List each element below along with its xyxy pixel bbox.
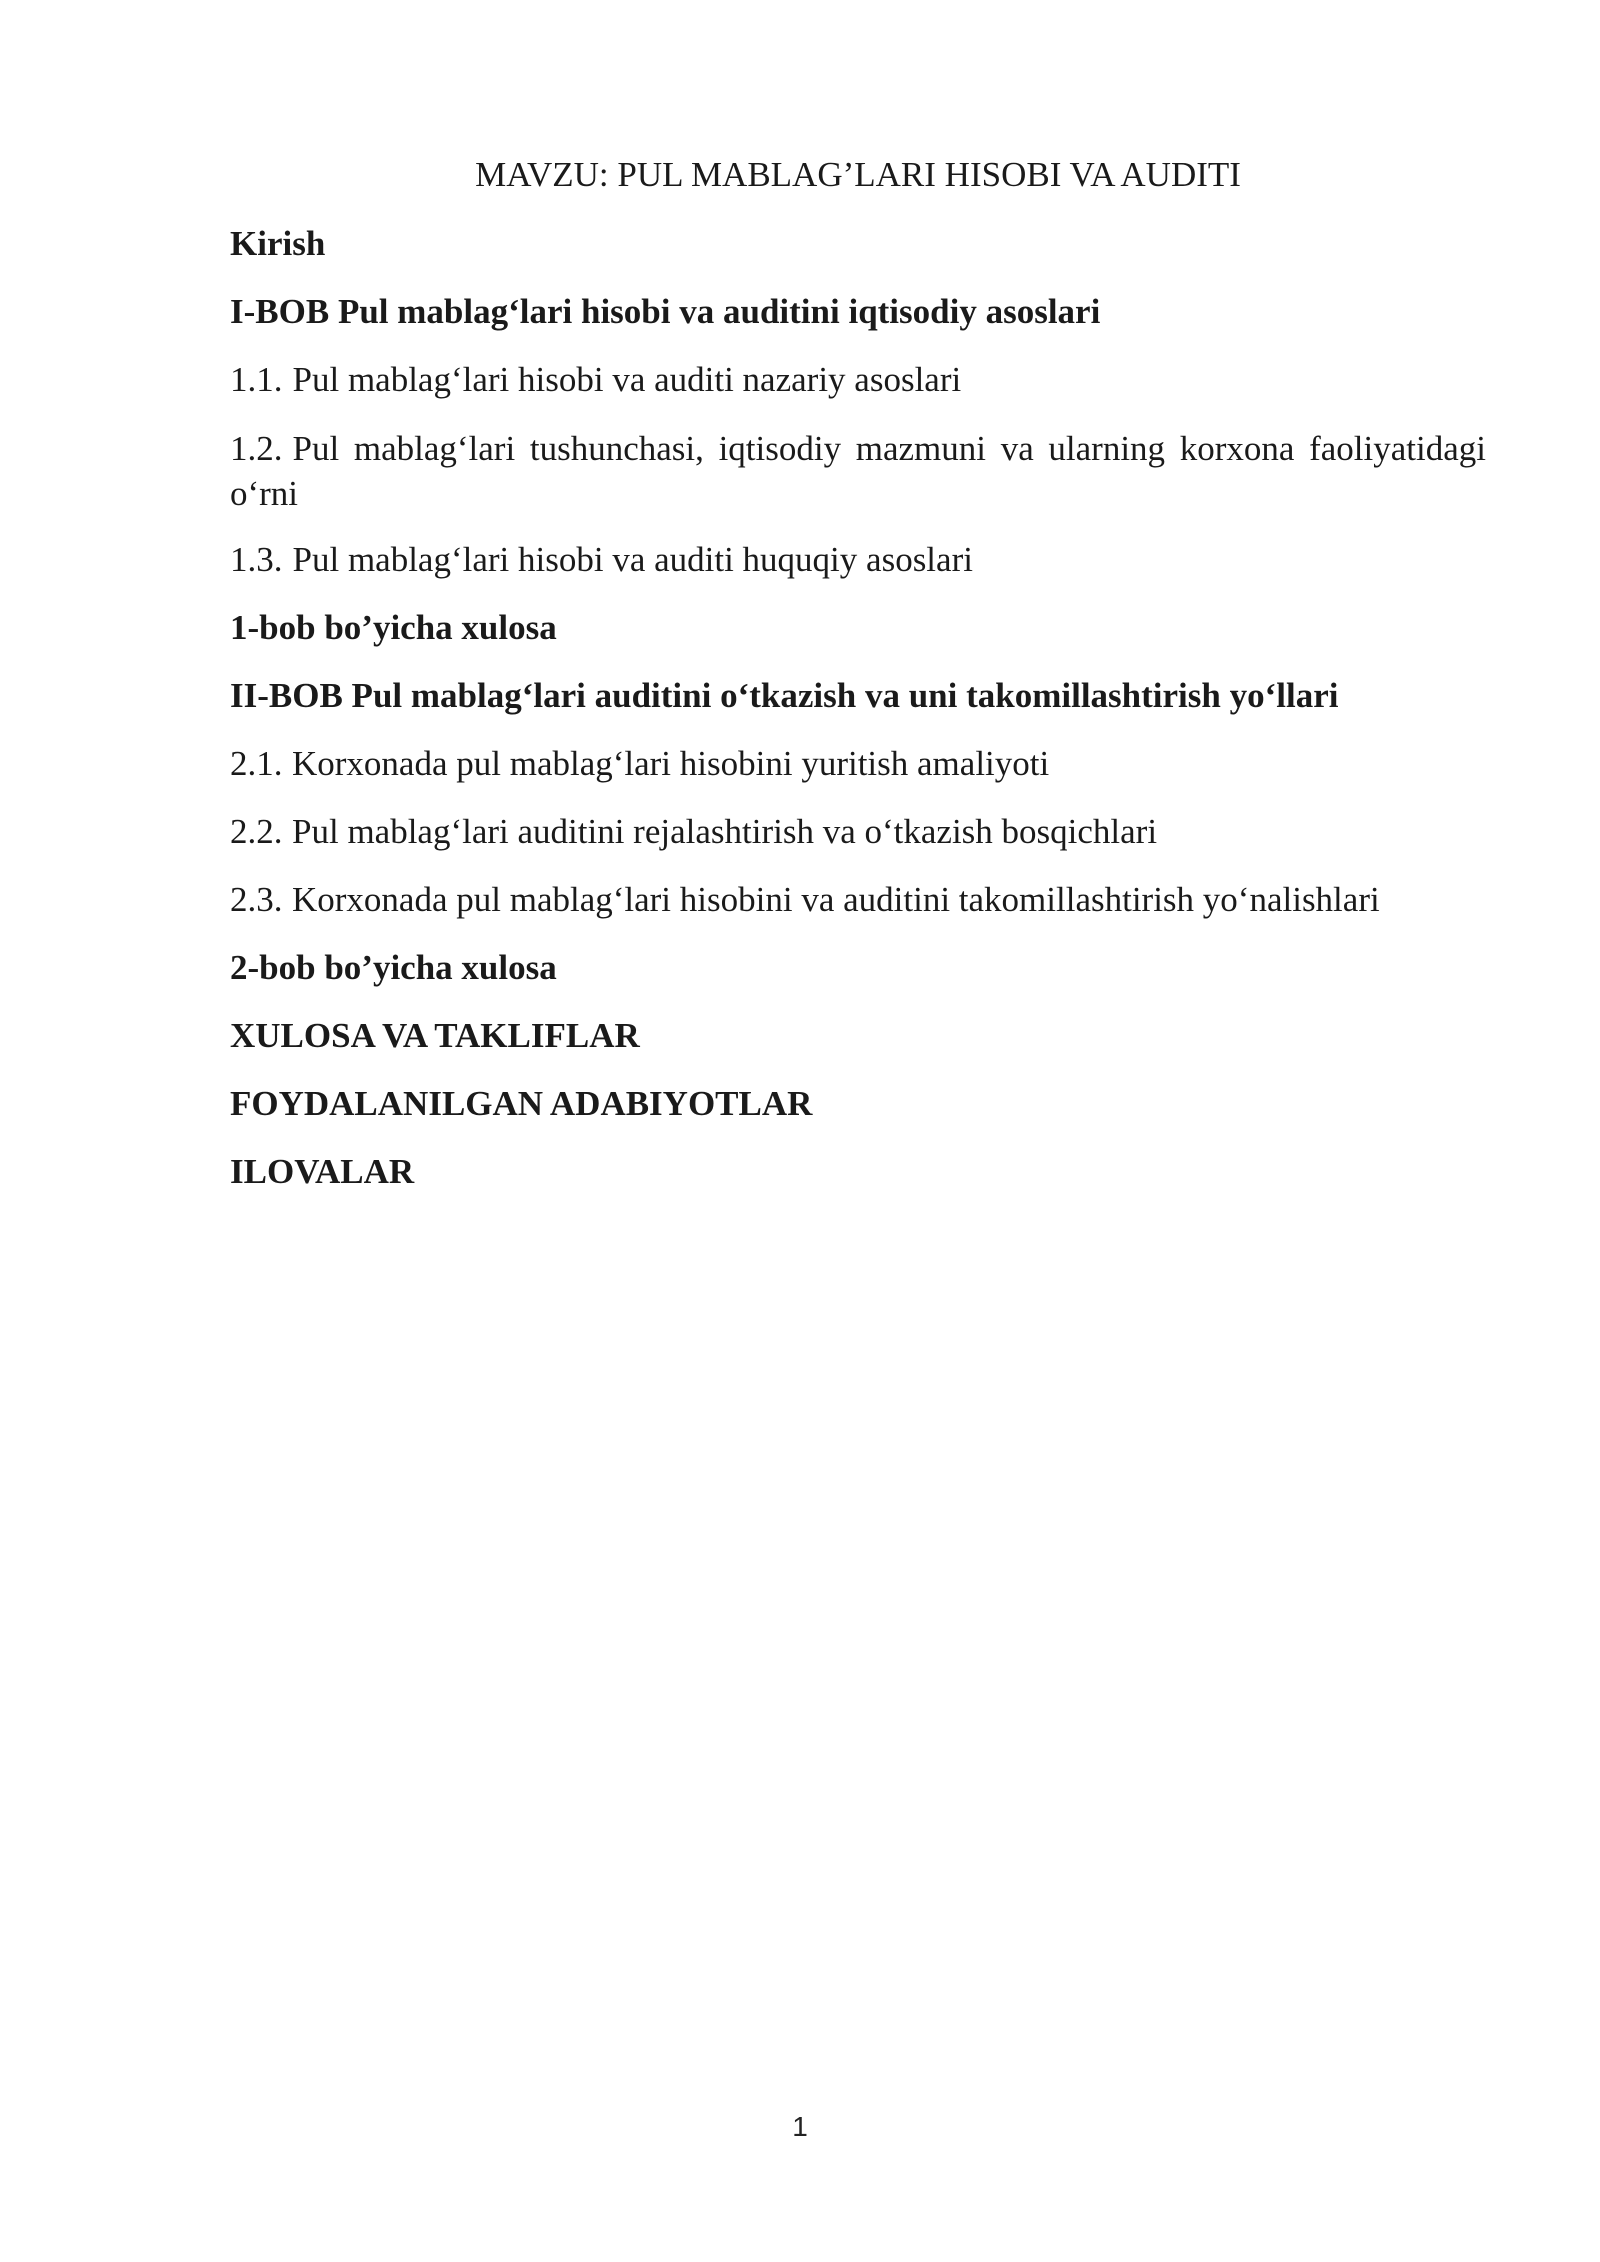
- toc-chapter-2-conclusion: 2-bob bo’yicha xulosa: [230, 948, 557, 987]
- document-title: MAVZU: PUL MABLAG’LARI HISOBI VA AUDITI: [475, 155, 1241, 194]
- section-number: 1.3.: [230, 540, 283, 579]
- section-text: Korxonada pul mablag‘lari hisobini va auditini takomillashtirish yo‘nalishlari: [292, 880, 1380, 919]
- toc-references: FOYDALANILGAN ADABIYOTLAR: [230, 1084, 813, 1123]
- table-of-contents: [230, 222, 1486, 1218]
- toc-conclusions: XULOSA VA TAKLIFLAR: [230, 1016, 640, 1055]
- toc-section-2-3: [230, 878, 1486, 922]
- toc-section-1-1: [230, 358, 1486, 402]
- section-number: 2.3.: [230, 880, 283, 919]
- toc-section-2-2: [230, 810, 1486, 854]
- toc-intro: Kirish: [230, 224, 326, 263]
- page-number: 1: [792, 2111, 808, 2142]
- section-text: Pul mablag‘lari tushunchasi, iqtisodiy mazmuni va ularning korxona faoliyatidagi o‘rni: [230, 429, 1486, 513]
- toc-section-2-1: [230, 742, 1486, 786]
- toc-chapter-1-conclusion: 1-bob bo’yicha xulosa: [230, 608, 557, 647]
- section-text: Pul mablag‘lari auditini rejalashtirish va o‘tkazish bosqichlari: [292, 812, 1158, 851]
- section-text: Pul mablag‘lari hisobi va auditi nazariy asoslari: [292, 360, 962, 399]
- section-text: Pul mablag‘lari hisobi va auditi huquqiy asoslari: [292, 540, 973, 579]
- toc-section-1-2: [230, 426, 1486, 516]
- section-text: Korxonada pul mablag‘lari hisobini yuritish amaliyoti: [292, 744, 1050, 783]
- section-number: 1.2.: [230, 429, 283, 468]
- toc-chapter-2-title: II-BOB Pul mablag‘lari auditini o‘tkazish va uni takomillashtirish yo‘llari: [230, 676, 1339, 715]
- toc-appendices: ILOVALAR: [230, 1152, 415, 1191]
- section-number: 2.1.: [230, 744, 283, 783]
- toc-chapter-1-title: I-BOB Pul mablag‘lari hisobi va auditini iqtisodiy asoslari: [230, 292, 1101, 331]
- section-number: 1.1.: [230, 360, 283, 399]
- toc-section-1-3: [230, 538, 1486, 582]
- section-number: 2.2.: [230, 812, 283, 851]
